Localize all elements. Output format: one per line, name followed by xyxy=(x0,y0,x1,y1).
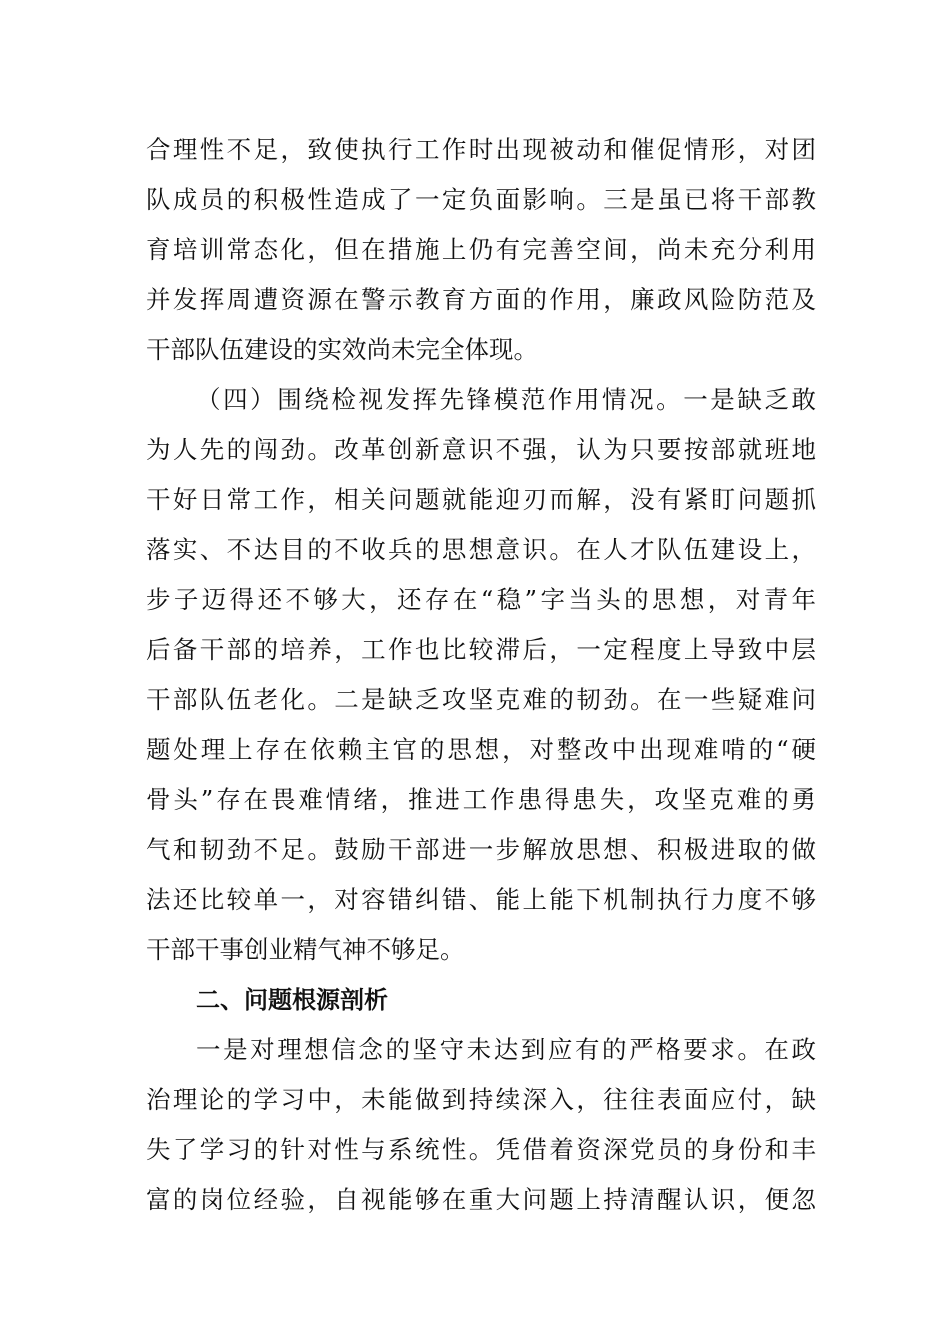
text-line: 干好日常工作，相关问题就能迎刃而解，没有紧盯问题抓 xyxy=(146,485,816,514)
text-line: 步子迈得还不够大，还存在“稳”字当头的思想，对青年 xyxy=(146,585,816,614)
text-line: 队成员的积极性造成了一定负面影响。三是虽已将干部教 xyxy=(146,185,816,214)
text-line: 一是对理想信念的坚守未达到应有的严格要求。在政 xyxy=(196,1035,816,1064)
text-line: 失了学习的针对性与系统性。凭借着资深党员的身份和丰 xyxy=(146,1135,816,1164)
text-line: （四）围绕检视发挥先锋模范作用情况。一是缺乏敢 xyxy=(196,385,816,414)
text-line: 后备干部的培养，工作也比较滞后，一定程度上导致中层 xyxy=(146,635,816,664)
text-line: 法还比较单一，对容错纠错、能上能下机制执行力度不够 xyxy=(146,885,816,914)
text-line: 富的岗位经验，自视能够在重大问题上持清醒认识，便忽 xyxy=(146,1185,816,1214)
text-line: 落实、不达目的不收兵的思想意识。在人才队伍建设上， xyxy=(146,535,816,564)
text-line: 气和韧劲不足。鼓励干部进一步解放思想、积极进取的做 xyxy=(146,835,816,864)
section-heading: 二、问题根源剖析 xyxy=(196,986,388,1014)
text-line: 题处理上存在依赖主官的思想，对整改中出现难啃的“硬 xyxy=(146,735,816,764)
text-line: 干部队伍建设的实效尚未完全体现。 xyxy=(146,335,538,364)
text-line: 合理性不足，致使执行工作时出现被动和催促情形，对团 xyxy=(146,135,816,164)
text-line: 育培训常态化，但在措施上仍有完善空间，尚未充分利用 xyxy=(146,235,816,264)
text-line: 骨头”存在畏难情绪，推进工作患得患失，攻坚克难的勇 xyxy=(146,785,816,814)
text-line: 并发挥周遭资源在警示教育方面的作用，廉政风险防范及 xyxy=(146,285,816,314)
text-line: 干部队伍老化。二是缺乏攻坚克难的韧劲。在一些疑难问 xyxy=(146,685,816,714)
text-line: 治理论的学习中，未能做到持续深入，往往表面应付，缺 xyxy=(146,1085,816,1114)
text-line: 干部干事创业精气神不够足。 xyxy=(146,935,465,964)
text-line: 为人先的闯劲。改革创新意识不强，认为只要按部就班地 xyxy=(146,435,816,464)
